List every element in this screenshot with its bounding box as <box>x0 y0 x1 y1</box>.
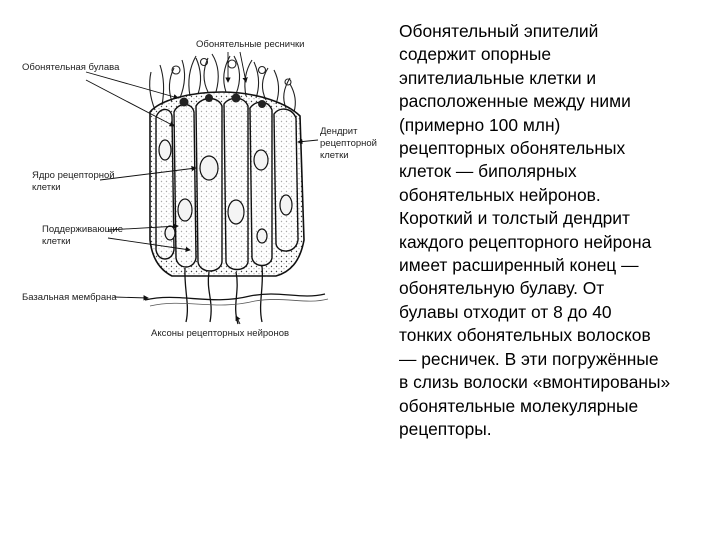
text-line: клеток — биполярных <box>399 161 577 182</box>
text-line: имеет расширенный конец — <box>399 255 639 276</box>
text-line: рецепторных обонятельных <box>399 138 626 159</box>
text-line: расположенные между ними <box>399 91 631 112</box>
text-line: в слизь волоски «вмонтированы» <box>399 372 671 393</box>
text-line: тонких обонятельных волосков <box>399 325 651 346</box>
label-basal-membrane: Базальная мембрана <box>22 292 117 303</box>
label-cilia: Обонятельные реснички <box>196 39 305 50</box>
label-axons: Аксоны рецепторных нейронов <box>151 328 290 339</box>
text-line: рецепторы. <box>399 418 492 439</box>
label-dendrite-2: рецепторной <box>320 138 377 149</box>
label-nucleus-1: Ядро рецепторной <box>32 170 115 181</box>
label-nucleus-2: клетки <box>32 182 61 193</box>
label-dendrite-3: клетки <box>320 150 349 161</box>
text-line: обонятельных нейронов. <box>399 184 601 205</box>
label-dendrite-1: Дендрит <box>320 126 358 137</box>
olfactory-epithelium-diagram <box>0 0 400 380</box>
text-line: эпителиальные клетки и <box>399 67 597 88</box>
description-text <box>399 20 717 441</box>
text-line: Короткий и толстый дендрит <box>399 208 630 229</box>
text-line: булавы отходит от 8 до 40 <box>399 301 612 322</box>
cell-columns <box>156 98 298 271</box>
text-line: содержит опорные <box>399 44 552 65</box>
text-line: обонятельную булаву. От <box>399 278 605 299</box>
text-line: каждого рецепторного нейрона <box>399 231 652 252</box>
text-line: — ресничек. В эти погружённые <box>399 348 659 369</box>
label-supporting-2: клетки <box>42 236 71 247</box>
text-line: обонятельные молекулярные <box>399 395 639 416</box>
text-line: Обонятельный эпителий <box>399 21 599 41</box>
basal-membrane <box>145 294 325 300</box>
label-knob: Обонятельная булава <box>22 62 120 73</box>
label-supporting-1: Поддерживающие <box>42 224 123 235</box>
text-line: (примерно 100 млн) <box>399 114 561 135</box>
